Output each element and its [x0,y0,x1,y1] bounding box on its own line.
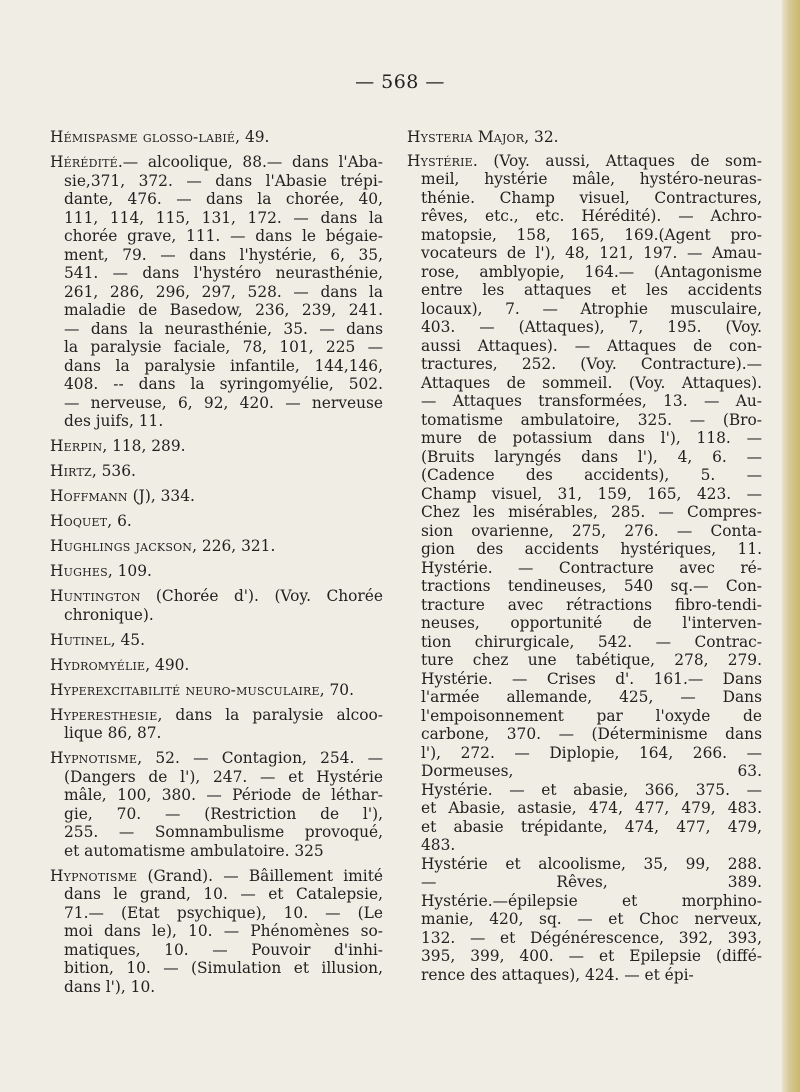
index-line: dans le grand, 10. — et Catalepsie, [64,885,383,903]
index-line: Hérédité.— alcoolique, 88.— dans l'Aba- [50,153,383,171]
index-line: neuses, opportunité de l'interven- [421,614,762,632]
index-line: l'armée allemande, 425, — Dans [421,688,762,706]
entry-headword: Hyperexcitabilité neuro-musculaire [50,680,320,699]
index-line: l'empoisonnement par l'oxyde de [421,706,762,725]
index-line: matopsie, 158, 165, 169.(Agent pro- [421,225,762,244]
entry-headword: Hutinel [50,630,111,649]
index-line: des juifs, 11. [64,412,164,430]
index-line: 483. [421,836,456,854]
index-line: tractions tendineuses, 540 sq.— Con- [421,577,762,595]
index-line: Champ visuel, 31, 159, 165, 423. — [421,484,762,503]
right-column [407,128,762,989]
page-number: — 568 — [355,71,445,93]
index-line: Hoquet, 6. [50,512,132,530]
index-line: — nerveuse, 6, 92, 420. — nerveuse [64,393,383,412]
entry-headword: Hoffmann [50,487,128,505]
entry-headword: Hémispasme glosso-labié [50,128,236,146]
index-line: chorée grave, 111. — dans le bégaie- [64,227,383,245]
index-line: locaux), 7. — Atrophie musculaire, [421,299,762,318]
index-entry [50,749,383,860]
index-line: Dormeuses, 63. [421,762,762,780]
index-line: et automatisme ambulatoire. 325 [64,841,324,860]
index-line: Hughes, 109. [50,562,152,580]
index-line: Huntington (Chorée d'). (Voy. Chorée [50,587,383,605]
index-line: ment, 79. — dans l'hystérie, 6, 35, [64,245,383,264]
index-entry [50,706,383,743]
index-line: 132. — et Dégénérescence, 392, 393, [421,928,762,947]
index-line: Hirtz, 536. [50,462,136,480]
index-line: bition, 10. — (Simulation et illusion, [64,959,383,977]
index-line: tracture avec rétractions fibro-tendi- [421,595,762,614]
index-line: dans l'), 10. [64,977,156,996]
index-line: Hémispasme glosso-labié, 49. [50,128,270,146]
index-line: 395, 399, 400. — et Epilepsie (diffé- [421,947,762,965]
index-entry [50,537,383,556]
index-line: et abasie trépidante, 474, 477, 479, [421,817,762,836]
index-line: Hughlings jackson, 226, 321. [50,537,276,555]
index-line: moi dans le), 10. — Phénomènes so- [64,922,383,940]
index-line: (Cadence des accidents), 5. — [421,466,762,484]
index-entry [50,631,383,650]
index-line: — Rêves, 389. [421,873,762,891]
index-entry [50,462,383,481]
index-line: 261, 286, 296, 297, 528. — dans la [64,282,383,301]
index-line: lique 86, 87. [64,724,162,742]
index-line: (Dangers de l'), 247. — et Hystérie [64,767,383,786]
index-line: 111, 114, 115, 131, 172. — dans la [64,208,383,227]
index-entry [50,587,383,624]
index-line: ture chez une tabétique, 278, 279. [421,651,762,669]
entry-headword: Huntington [50,587,141,605]
index-line: Hystérie.—épilepsie et morphino- [421,891,762,910]
index-line: rose, amblyopie, 164.— (Antagonisme [421,262,762,281]
index-entry [50,512,383,531]
index-line: thénie. Champ visuel, Contractures, [421,188,762,207]
index-line: 71.— (Etat psychique), 10. — (Le [64,903,383,922]
index-line: dans la paralysie infantile, 144,146, [64,356,383,375]
index-line: Hutinel, 45. [50,630,145,649]
index-line: mure de potassium dans l'), 118. — [421,429,762,447]
index-line: Hypnotisme, 52. — Contagion, 254. — [50,749,383,767]
entry-headword: Hypnotisme [50,866,138,885]
index-entry [50,656,383,675]
index-line: tractures, 252. (Voy. Contracture).— [421,355,762,373]
index-line: Hypnotisme (Grand). — Bâillement imité [50,866,383,885]
index-line: matiques, 10. — Pouvoir d'inhi- [64,940,383,959]
page-edge [782,0,800,1092]
index-line: Hystérie. (Voy. aussi, Attaques de som- [407,151,762,170]
index-line: l'), 272. — Diplopie, 164, 266. — [421,743,762,762]
index-line: Hyperexcitabilité neuro-musculaire, 70. [50,680,354,699]
index-line: sion ovarienne, 275, 276. — Conta- [421,521,762,540]
index-line: rêves, etc., etc. Hérédité). — Achro- [421,207,762,225]
index-line: rence des attaques), 424. — et épi- [421,965,694,984]
index-line: — dans la neurasthénie, 35. — dans [64,319,383,338]
index-line: tion chirurgicale, 542. — Contrac- [421,632,762,651]
index-line: (Bruits laryngés dans l'), 4, 6. — [421,447,762,466]
index-line: gie, 70. — (Restriction de l'), [64,804,383,823]
index-entry [50,487,383,506]
index-line: Attaques de sommeil. (Voy. Attaques). [421,373,762,392]
index-line: 403. — (Attaques), 7, 195. (Voy. [421,318,762,336]
index-line: Hoffmann (J), 334. [50,487,195,505]
index-line: chronique). [64,605,154,624]
index-entry [50,437,383,456]
entry-headword: Hyperesthesie [50,705,158,724]
index-line: Hystérie et alcoolisme, 35, 99, 288. [421,854,762,873]
index-line: aussi Attaques). — Attaques de con- [421,336,762,355]
index-line: Hysteria Major, 32. [407,128,559,146]
index-line: mâle, 100, 380. — Période de léthar- [64,786,383,804]
index-entry [50,867,383,997]
index-entry [50,681,383,700]
entry-headword: Hysteria Major [407,128,525,146]
index-line: 408. -- dans la syringomyélie, 502. [64,375,383,393]
index-entry [50,562,383,581]
entry-headword: Hughlings jackson [50,537,193,555]
index-line: entre les attaques et les accidents [421,281,762,299]
index-line: manie, 420, sq. — et Choc nerveux, [421,910,762,928]
index-entry [50,153,383,431]
index-line: Hystérie. — et abasie, 366, 375. — [421,780,762,799]
index-line: la paralysie faciale, 78, 101, 225 — [64,338,383,356]
entry-headword: Hydromyélie [50,655,146,674]
entry-headword: Hérédité [50,153,118,171]
index-line: sie,371, 372. — dans l'Abasie trépi- [64,171,383,190]
index-entry [407,152,762,985]
index-line: carbone, 370. — (Déterminisme dans [421,725,762,743]
index-entry [407,128,762,147]
index-line: tomatisme ambulatoire, 325. — (Bro- [421,410,762,429]
entry-headword: Hystérie [407,151,473,170]
index-line: vocateurs de l'), 48, 121, 197. — Amau- [421,244,762,262]
index-line: Hystérie. — Contracture avec ré- [421,558,762,577]
index-line: 541. — dans l'hystéro neurasthénie, [64,264,383,282]
index-line: 255. — Somnambulisme provoqué, [64,823,383,841]
entry-headword: Hypnotisme [50,749,138,767]
left-column [50,128,383,1003]
index-line: Hyperesthesie, dans la paralysie alcoo- [50,705,383,724]
entry-headword: Herpin [50,437,103,455]
entry-headword: Hirtz [50,462,92,480]
index-line: meil, hystérie mâle, hystéro-neuras- [421,170,762,188]
entry-headword: Hughes [50,562,108,580]
index-entry [50,128,383,147]
index-line: Hystérie. — Crises d'. 161.— Dans [421,669,762,688]
index-line: — Attaques transformées, 13. — Au- [421,392,762,410]
index-line: dante, 476. — dans la chorée, 40, [64,190,383,208]
index-line: et Abasie, astasie, 474, 477, 479, 483. [421,799,762,817]
entry-headword: Hoquet [50,512,108,530]
index-line: maladie de Basedow, 236, 239, 241. [64,301,383,319]
index-line: Herpin, 118, 289. [50,437,186,455]
index-line: Hydromyélie, 490. [50,655,190,674]
index-line: gion des accidents hystériques, 11. [421,540,762,558]
index-line: Chez les misérables, 285. — Compres- [421,503,762,521]
